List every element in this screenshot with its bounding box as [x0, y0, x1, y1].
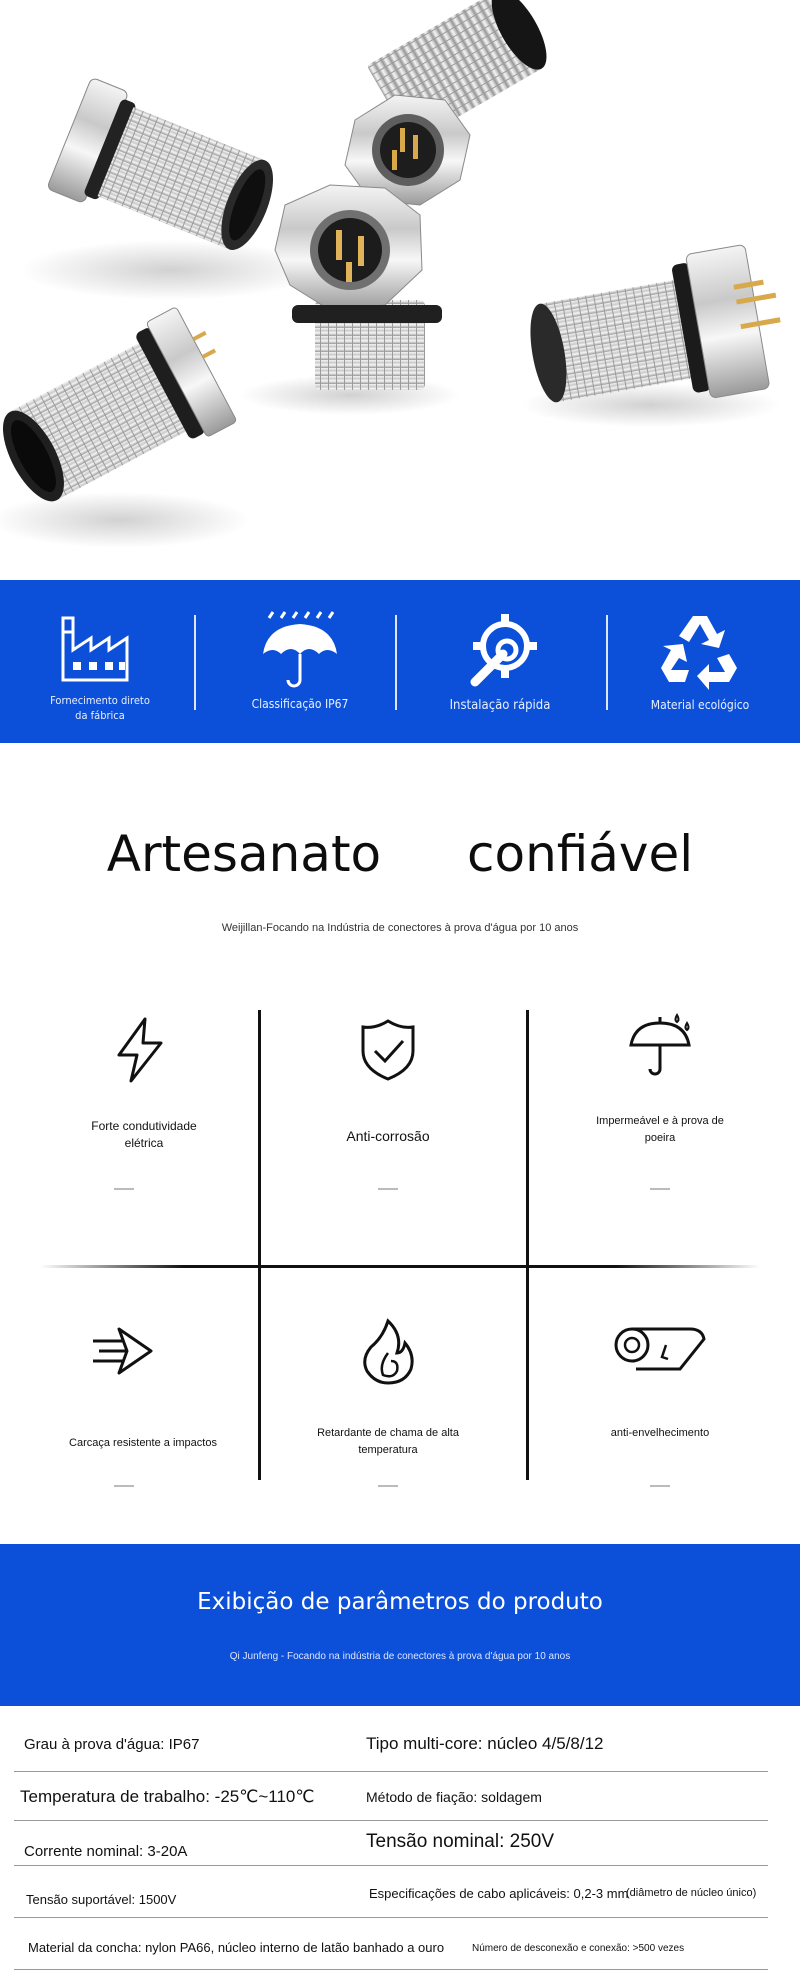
feature-factory	[0, 580, 200, 743]
feature-cell-label: Retardante de chama de alta temperatura	[317, 1427, 459, 1456]
features-grid	[20, 985, 780, 1515]
dash	[650, 1188, 670, 1190]
connector-top-left	[20, 77, 320, 300]
grid-divider	[40, 1265, 760, 1268]
craft-title: Artesanato confiável	[106, 825, 694, 883]
connector-top-center	[345, 0, 557, 205]
feature-label: Instalação rápida	[449, 698, 551, 713]
feature-divider	[395, 615, 397, 710]
impact-arrow-icon	[89, 1315, 159, 1385]
factory-icon	[55, 610, 145, 690]
feature-eco	[600, 580, 800, 743]
craft-subtitle: Weijillan-Focando na Indústria de conectores à prova d'água por 10 anos	[221, 922, 579, 934]
spec-right: Tensão nominal: 250V	[366, 1831, 555, 1852]
feature-label: Classificação IP67	[251, 697, 349, 711]
spec-row	[14, 1821, 768, 1866]
feature-label: Fornecimento direto da fábrica	[50, 694, 150, 722]
umbrella-rain-icon	[255, 610, 345, 690]
spec-right: Tipo multi-core: núcleo 4/5/8/12	[366, 1734, 604, 1753]
params-band	[0, 1544, 800, 1706]
spec-left: Corrente nominal: 3-20A	[24, 1843, 188, 1860]
feature-cell-label: anti-envelhecimento	[610, 1427, 710, 1439]
spec-right: Número de desconexão e conexão: >500 vezes	[472, 1943, 685, 1954]
connector-center	[240, 185, 460, 415]
dash	[650, 1485, 670, 1487]
connectors-illustration	[0, 0, 800, 580]
feature-cell-label: Carcaça resistente a impactos	[69, 1437, 217, 1449]
spec-left: Temperatura de trabalho: -25℃~110℃	[20, 1787, 315, 1806]
feature-ip67	[200, 580, 400, 743]
feature-cell-label: Anti-corrosão	[346, 1128, 430, 1144]
connector-right	[520, 240, 792, 427]
feature-divider	[194, 615, 196, 710]
spec-row	[14, 1918, 768, 1970]
spec-right-note: (diâmetro de núcleo único)	[626, 1887, 757, 1899]
feature-label: Material ecológico	[650, 698, 750, 712]
dash	[378, 1485, 398, 1487]
dash	[378, 1188, 398, 1190]
umbrella-drops-icon	[625, 1013, 695, 1083]
spec-left: Material da concha: nylon PA66, núcleo interno de latão banhado a ouro	[28, 1940, 445, 1955]
feature-cell	[540, 985, 780, 1245]
wrench-gear-icon	[455, 610, 545, 690]
shield-check-icon	[353, 1015, 423, 1085]
spec-row	[14, 1772, 768, 1821]
features-band	[0, 580, 800, 743]
flame-icon	[353, 1317, 423, 1387]
spec-row	[14, 1706, 768, 1772]
spec-right: Método de fiação: soldagem	[366, 1789, 542, 1805]
spec-table	[0, 1706, 800, 1974]
lightning-icon	[105, 1015, 175, 1085]
spec-left: Grau à prova d'água: IP67	[24, 1736, 200, 1753]
feature-cell	[268, 1275, 508, 1535]
spec-right: Especificações de cabo aplicáveis: 0,2-3 mm	[369, 1886, 629, 1901]
dash	[114, 1485, 134, 1487]
spec-row	[14, 1866, 768, 1918]
recycle-icon	[655, 610, 745, 690]
feature-cell-label: Impermeável e à prova de poeira	[596, 1115, 724, 1144]
spec-left: Tensão suportável: 1500V	[26, 1892, 177, 1907]
grid-divider	[526, 1010, 529, 1480]
dash	[114, 1188, 134, 1190]
film-roll-icon	[610, 1317, 710, 1377]
feature-cell	[268, 985, 508, 1245]
feature-cell-label: Forte condutividade elétrica	[91, 1119, 197, 1150]
feature-installation	[400, 580, 600, 743]
hero-product-photo	[0, 0, 800, 580]
connector-bottom-left	[0, 300, 250, 548]
feature-cell	[540, 1275, 780, 1535]
feature-cell	[20, 1275, 260, 1535]
feature-cell	[20, 985, 260, 1245]
params-subtitle: Qi Junfeng - Focando na indústria de conectores à prova d'água por 10 anos	[229, 1651, 571, 1662]
params-title: Exibição de parâmetros do produto	[197, 1589, 603, 1615]
